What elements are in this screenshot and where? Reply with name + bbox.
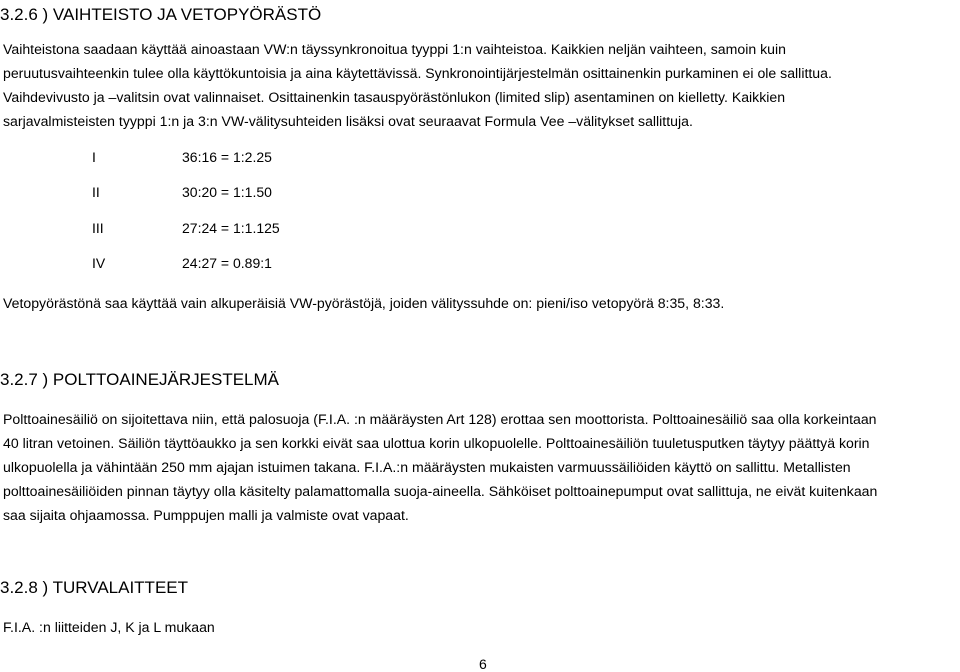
section-heading-gearbox: 3.2.6 ) VAIHTEISTO JA VETOPYÖRÄSTÖ: [0, 5, 322, 24]
page-number: 6: [479, 656, 487, 672]
section-heading-fuel-system: 3.2.7 ) POLTTOAINEJÄRJESTELMÄ: [0, 370, 280, 389]
paragraph-line: Vetopyörästönä saa käyttää vain alkuperäisiä VW-pyörästöjä, joiden välityssuhde on: pieni/iso vetopyörä 8:35, 8:33.: [3, 295, 725, 311]
paragraph-line: saa sijaita ohjaamossa. Pumppujen malli ja valmiste ovat vapaat.: [3, 507, 409, 523]
section-heading-safety-equipment: 3.2.8 ) TURVALAITTEET: [0, 578, 189, 597]
gear-ratio: 36:16 = 1:2.25: [182, 149, 272, 165]
gear-label: II: [92, 184, 100, 200]
paragraph-line: ulkopuolella ja vähintään 250 mm ajajan istuimen takana. F.I.A.:n määräysten mukaisten varmuussäiliöiden käyttö on sallittu. Metallisten: [3, 459, 851, 475]
paragraph-line: Vaihteistona saadaan käyttää ainoastaan VW:n täyssynkronoitua tyyppi 1:n vaihteistoa. Kaikkien neljän vaihteen, samoin kuin: [3, 41, 786, 57]
gear-ratio: 24:27 = 0.89:1: [182, 255, 272, 271]
paragraph-line: peruutusvaihteenkin tulee olla käyttökuntoisia ja aina käytettävissä. Synkronointijärjestelmän osittainenkin purkaminen ei ole sallittua.: [3, 65, 832, 81]
paragraph-line: sarjavalmisteisten tyyppi 1:n ja 3:n VW-välitysuhteiden lisäksi ovat seuraavat Formula Vee –välitykset sallittuja.: [3, 113, 693, 129]
gear-label: IV: [92, 255, 106, 271]
gear-ratio: 27:24 = 1:1.125: [182, 220, 280, 236]
gear-label: I: [92, 149, 96, 165]
paragraph-line: polttoainesäiliöiden pinnan täytyy olla käsitelty palamattomalla suoja-aineella. Sähköiset polttoainepumput ovat sallittuja, ne eivät kuitenkaan: [3, 483, 878, 499]
gear-label: III: [92, 220, 104, 236]
gear-ratio: 30:20 = 1:1.50: [182, 184, 272, 200]
paragraph-line: 40 litran vetoinen. Säiliön täyttöaukko ja sen korkki eivät saa ulottua korin ulkopuolelle. Polttoainesäiliön tuuletusputken täytyy päättyä korin: [3, 435, 870, 451]
paragraph-line: F.I.A. :n liitteiden J, K ja L mukaan: [3, 619, 215, 635]
paragraph-line: Polttoainesäiliö on sijoitettava niin, että palosuoja (F.I.A. :n määräysten Art 128) erottaa sen moottorista. Polttoainesäiliö saa olla korkeintaan: [3, 411, 877, 427]
paragraph-line: Vaihdevivusto ja –valitsin ovat valinnaiset. Osittainenkin tasauspyörästönlukon (limited slip) asentaminen on kielletty. Kaikkien: [3, 89, 786, 105]
